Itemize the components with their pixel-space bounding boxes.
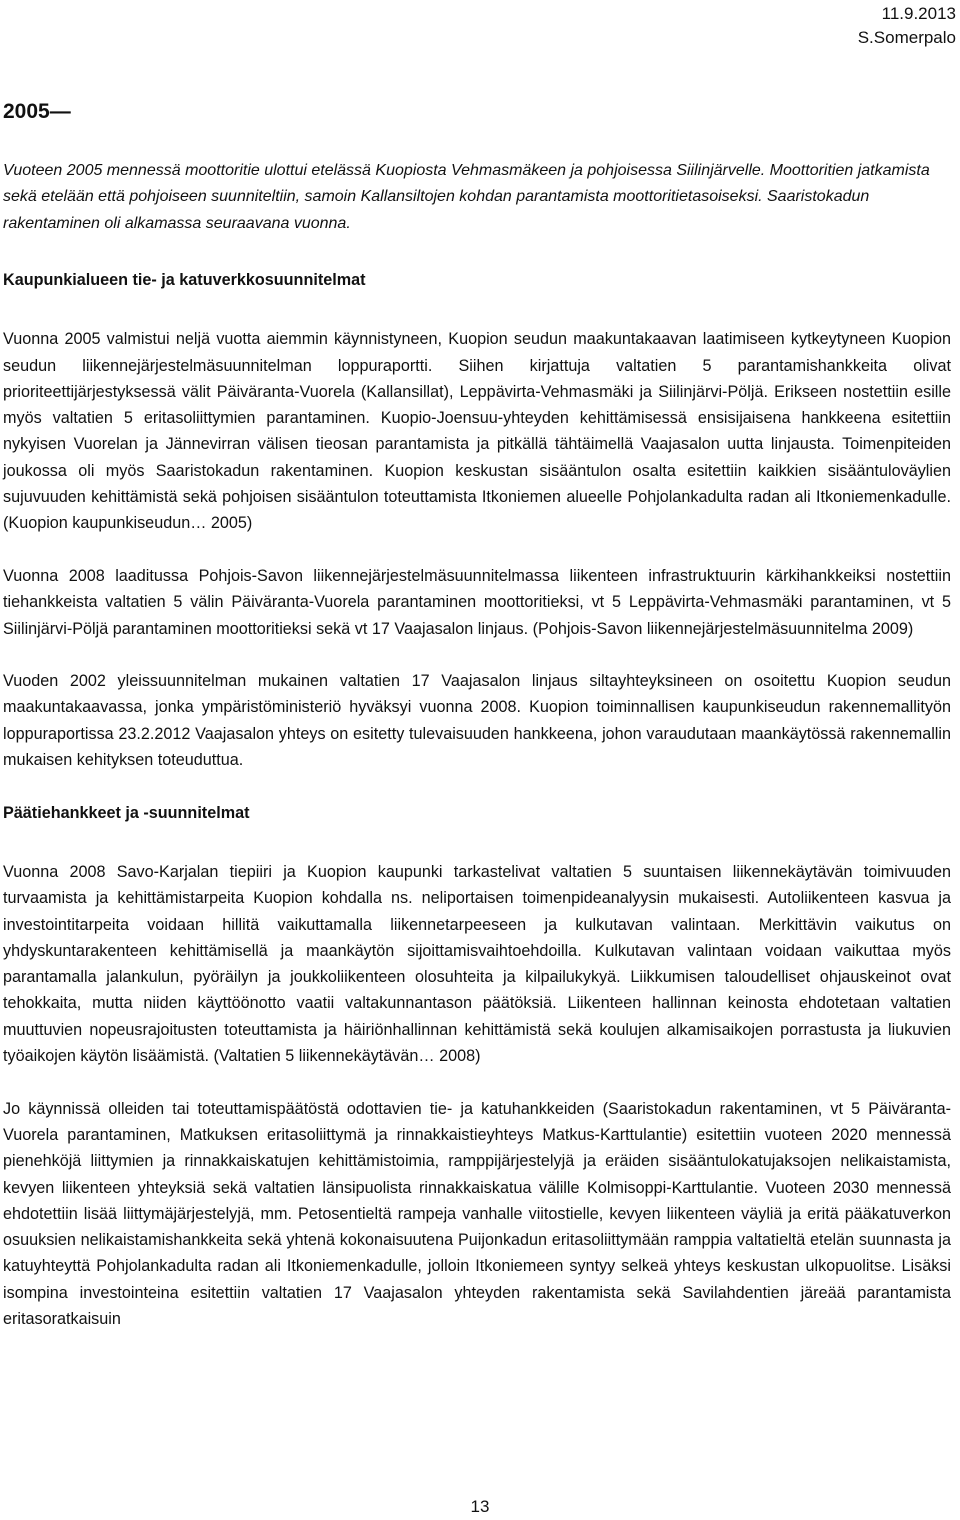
- body-paragraph: Vuonna 2008 laaditussa Pohjois-Savon liikennejärjestelmäsuunnitelmassa liikenteen infrastruktuurin kärkihankkeiksi nostettiin tiehankkeista valtatien 5 välin Päiväranta-Vuorela parantaminen moottoritieksi, vt 5 Leppävirta-Vehmasmäki parantaminen, vt 5 Siilinjärvi-Pöljä parantaminen moottoritieksi sekä vt 17 Vaajasalon linjaus. (Pohjois-Savon liikennejärjestelmäsuunnitelma 2009): [3, 566, 951, 638]
- year-heading: 2005—: [3, 100, 71, 123]
- page-header: [858, 2, 956, 50]
- section-heading-kaupunkialue: Kaupunkialueen tie- ja katuverkkosuunnitelmat: [3, 271, 366, 289]
- body-paragraph: Jo käynnissä olleiden tai toteuttamispäätöstä odottavien tie- ja katuhankkeiden (Saaristokadun rakentaminen, vt 5 Päiväranta-Vuorela parantaminen, Matkuksen eritasoliittymä ja rinnakkaistieyhteys Matkus-Karttulantie) esitettiin vuoteen 2020 mennessä pienehköjä liittymien ja rinnakkaiskatujen kehittämistoimia, ramppijärjestelyjä ja eräiden sisääntulokatujaksojen nelikaistamista, kevyen liikenteen yhteyksiä sekä valtatien länsipuolista rinnakkaiskatua välille Kolmisoppi-Karttulantie. Vuoteen 2030 mennessä ehdotettiin lisää liittymäjärjestelyjä, mm. Petosentieltä rampeja vanhalle viitostielle, kevyen liikenteen väyliä ja eritä pääkatuverkon osuuksien nelikaistamishankkeita sekä yhtenä kokonaisuutena Puijonkadun eritasoliittymään ramppia valtatieltä etelän suunnasta ja katuyhteyttä Pohjolankadulta radan ali Itkoniemenkadulle, jolloin Itkoniemeen syntyy selkeä yhteys keskustan ulkopuolitse. Lisäksi isompina investointeina esitettiin valtatien 17 Vaajasalon yhteyden rakentamista sekä Savilahdentien järeää parantamista eritasoratkaisuin: [3, 1099, 951, 1328]
- header-date: 11.9.2013: [881, 4, 956, 23]
- document-body: [3, 267, 951, 1332]
- body-paragraph: Vuonna 2008 Savo-Karjalan tiepiiri ja Kuopion kaupunki tarkastelivat valtatien 5 suuntaisen liikennekäytävän toimivuuden turvaamista ja kehittämistarpeita Kuopion kohdalla ns. neliportaisen toimenpideanalyysin mukaisesti. Autoliikenteen kasvua ja investointitarpeita voidaan hillitä vaikuttamalla liikennetarpeeseen ja kulkutavan valintaan. Merkittävin vaikutus on yhdyskuntarakenteen kehittämisellä ja maankäytön sijoittamisvaihtoehdoilla. Kulkutavan valintaan voidaan vaikuttaa myös parantamalla jalankulun, pyöräilyn ja joukkoliikenteen olosuhteita ja kilpailukykyä. Liikkumisen taloudelliset ohjauskeinot ovat tehokkaita, mutta niiden käyttöönotto vaatii valtakunnantason päätöksiä. Liikenteen hallinnan keinosta ehdotetaan valtatien muuttuvien nopeusrajoitusten toteuttamista ja häiriönhallinnan kehittämistä sekä koulujen alkamisaikojen porrastusta ja liukuvien työaikojen käytön lisäämistä. (Valtatien 5 liikennekäytävän… 2008): [3, 862, 951, 1066]
- intro-paragraph: Vuoteen 2005 mennessä moottoritie ulottui etelässä Kuopiosta Vehmasmäkeen ja pohjoisessa Siilinjärvelle. Moottoritien jatkamista sekä etelään että pohjoiseen suunniteltiin, samoin Kallansiltojen kohdan parantamista moottoritietasoiseksi. Saaristokadun rakentaminen oli alkamassa seuraavana vuonna.: [3, 162, 930, 232]
- body-paragraph: Vuonna 2005 valmistui neljä vuotta aiemmin käynnistyneen, Kuopion seudun maakuntakaavan laatimiseen kytkeytyneen Kuopion seudun liikennejärjestelmäsuunnitelman loppuraportti. Siihen kirjattuja valtatien 5 parantamishankkeita olivat prioriteettijärjestyksessä välit Päiväranta-Vuorela (Kallansillat), Leppävirta-Vehmasmäki ja Siilinjärvi-Pöljä. Erikseen nostettiin esille myös valtatien 5 eritasoliittymien parantaminen. Kuopio-Joensuu-yhteyden kehittämisessä ensisijaisena hankkeena esitettiin nykyisen Vuorelan ja Jännevirran välisen tieosan parantamista ja pitkällä tähtäimellä Vaajasalon uutta linjausta. Toimenpiteiden joukossa oli myös Saaristokadun rakentaminen. Kuopion keskustan sisääntulon osalta esitettiin kaikkien sisääntuloväylien sujuvuuden kehittämistä sekä pohjoisen sisääntulon toteuttamista Itkoniemen alueelle Pohjolankadulta radan ali Itkoniemenkadulle. (Kuopion kaupunkiseudun… 2005): [3, 330, 951, 533]
- page-number: 13: [470, 1497, 490, 1516]
- section-heading-paatiehankkeet: Päätiehankkeet ja -suunnitelmat: [3, 803, 250, 822]
- header-author: S.Somerpalo: [857, 28, 956, 47]
- body-paragraph: Vuoden 2002 yleissuunnitelman mukainen valtatien 17 Vaajasalon linjaus siltayhteyksineen on osoitettu Kuopion seudun maakuntakaavassa, jonka ympäristöministeriö hyväksyi vuonna 2008. Kuopion toiminnallisen kaupunkiseudun rakennemallityön loppuraportissa 23.2.2012 Vaajasalon yhteys on esitetty tulevaisuuden hankkeena, johon varaudutaan maankäytössä rakennemallin mukaisen kehityksen toteuduttua.: [3, 672, 951, 770]
